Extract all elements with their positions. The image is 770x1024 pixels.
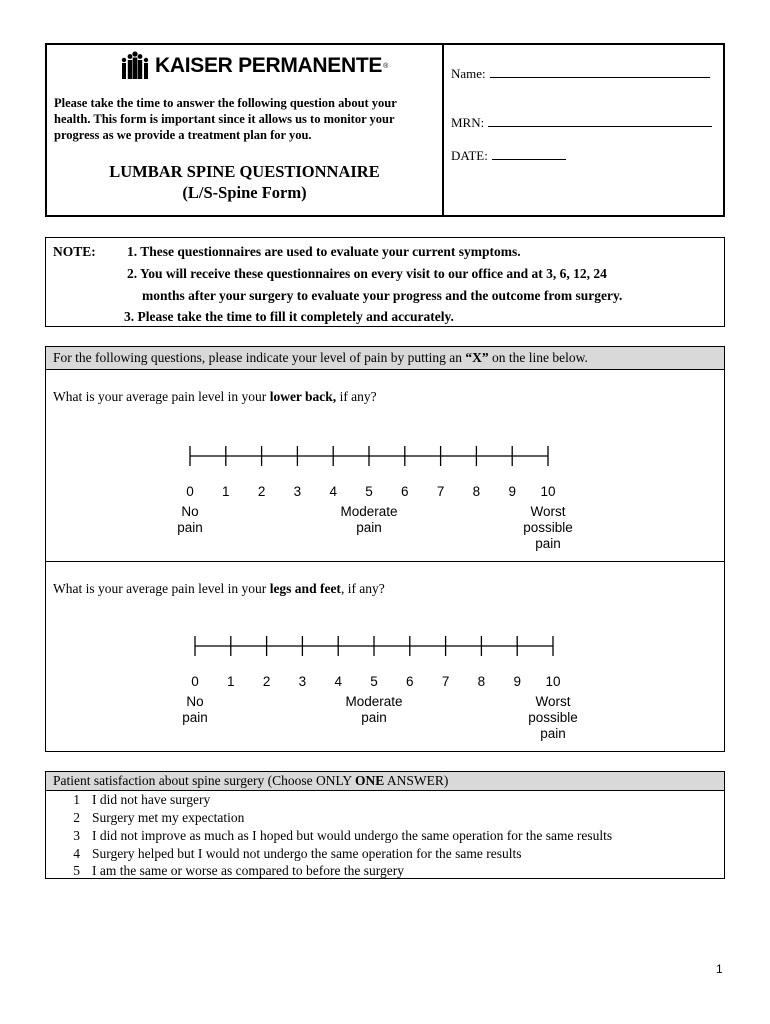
anchor-moderate-pain-2: pain — [356, 520, 382, 535]
scale-number-2: 2 — [262, 674, 271, 689]
form-header — [45, 43, 725, 217]
anchor-worst-pain-2: possible — [523, 520, 573, 535]
header-divider — [442, 45, 444, 215]
option-text: I did not improve as much as I hoped but would undergo the same operation for the same results — [92, 828, 613, 843]
note-item-1: 1. These questionnaires are used to evaluate your current symptoms. — [127, 244, 521, 259]
sat-heading-text-end: ANSWER) — [384, 773, 449, 788]
option-text: I am the same or worse as compared to before the surgery — [92, 863, 405, 878]
anchor-worst-pain-2: possible — [528, 710, 578, 725]
registered-mark: ® — [383, 62, 389, 70]
scale-number-6: 6 — [406, 674, 414, 689]
title-line-1: LUMBAR SPINE QUESTIONNAIRE — [109, 162, 380, 181]
anchor-worst-pain-1: Worst — [535, 694, 571, 709]
option-text: I did not have surgery — [92, 792, 211, 807]
scale-number-6: 6 — [401, 484, 409, 499]
name-blank[interactable] — [490, 65, 710, 78]
q1-text-end: if any? — [336, 389, 377, 404]
scale-number-4: 4 — [334, 674, 342, 689]
date-blank[interactable] — [492, 147, 566, 160]
option-number: 2 — [73, 810, 80, 825]
scale-number-0: 0 — [186, 484, 194, 499]
name-label: Name: — [451, 66, 486, 81]
sat-heading-bold: ONE — [354, 773, 385, 788]
mrn-field[interactable] — [451, 114, 712, 131]
anchor-moderate-pain-1: Moderate — [340, 504, 398, 519]
anchor-no-pain-2: pain — [177, 520, 203, 535]
option-number: 1 — [73, 792, 80, 807]
instructions-mark: “X” — [465, 350, 489, 365]
anchor-no-pain-1: No — [186, 694, 204, 709]
date-field[interactable] — [451, 147, 566, 164]
scale-number-9: 9 — [513, 674, 521, 689]
q2-text-end: , if any? — [340, 581, 385, 596]
mrn-blank[interactable] — [488, 114, 712, 127]
scale-number-8: 8 — [472, 484, 481, 499]
option-text: Surgery met my expectation — [92, 810, 245, 825]
anchor-moderate-pain-2: pain — [361, 710, 387, 725]
pain-section — [45, 346, 725, 752]
satisfaction-heading — [46, 772, 724, 791]
option-text: Surgery helped but I would not undergo the same operation for the same results — [92, 846, 522, 861]
q2-text: What is your average pain level in your — [53, 581, 270, 596]
date-label: DATE: — [451, 148, 488, 163]
note-box — [45, 237, 725, 327]
scale-number-3: 3 — [298, 674, 307, 689]
scale-number-7: 7 — [436, 484, 445, 499]
scale-number-5: 5 — [365, 484, 373, 499]
scale-number-0: 0 — [191, 674, 199, 689]
logo-text: KAISER PERMANENTE — [155, 54, 383, 77]
sat-heading-text: Patient satisfaction about spine surgery (Choose ONLY — [53, 773, 355, 788]
note-item-2-line-2: months after your surgery to evaluate your progress and the outcome from surgery. — [142, 288, 623, 303]
scale-number-4: 4 — [329, 484, 337, 499]
scale-number-9: 9 — [508, 484, 516, 499]
instructions-text: For the following questions, please indicate your level of pain by putting an — [53, 350, 466, 365]
q1-bold: lower back, — [269, 389, 337, 404]
option-number: 5 — [73, 863, 80, 878]
scale-number-2: 2 — [257, 484, 266, 499]
q2-bold: legs and feet — [269, 581, 341, 596]
title-line-2: (L/S-Spine Form) — [182, 183, 307, 202]
scale-number-10: 10 — [545, 674, 561, 689]
scale-number-3: 3 — [293, 484, 302, 499]
scale-number-1: 1 — [227, 674, 235, 689]
scale-number-8: 8 — [477, 674, 486, 689]
anchor-worst-pain-3: pain — [535, 536, 561, 551]
mrn-label: MRN: — [451, 115, 485, 130]
option-number: 4 — [73, 846, 80, 861]
scale-number-5: 5 — [370, 674, 378, 689]
anchor-no-pain-2: pain — [182, 710, 208, 725]
pain-scales — [46, 347, 724, 751]
option-number: 3 — [73, 828, 80, 843]
note-item-3: 3. Please take the time to fill it completely and accurately. — [124, 309, 454, 324]
kaiser-logo — [119, 51, 388, 81]
intro-text: Please take the time to answer the following question about your health. This form is important since it allows us to monitor your progress as we provide a treatment plan for you. — [54, 96, 397, 142]
people-logo-icon — [119, 51, 151, 81]
anchor-worst-pain-1: Worst — [530, 504, 566, 519]
form-title — [47, 161, 442, 203]
satisfaction-section — [45, 771, 725, 879]
page-number: 1 — [716, 962, 723, 976]
scale-number-10: 10 — [540, 484, 556, 499]
instructions-text-end: on the line below. — [488, 350, 588, 365]
q1-text: What is your average pain level in your — [53, 389, 270, 404]
scale-number-7: 7 — [441, 674, 450, 689]
note-label: NOTE: — [53, 244, 96, 259]
pain-scale-lower-back[interactable] — [177, 446, 573, 551]
name-field[interactable] — [451, 65, 710, 82]
anchor-worst-pain-3: pain — [540, 726, 566, 741]
anchor-moderate-pain-1: Moderate — [345, 694, 403, 709]
note-item-2-line-1: 2. You will receive these questionnaires on every visit to our office and at 3, 6, 12, 24 — [127, 266, 607, 281]
scale-number-1: 1 — [222, 484, 230, 499]
anchor-no-pain-1: No — [181, 504, 199, 519]
pain-scale-legs-feet[interactable] — [182, 636, 578, 741]
